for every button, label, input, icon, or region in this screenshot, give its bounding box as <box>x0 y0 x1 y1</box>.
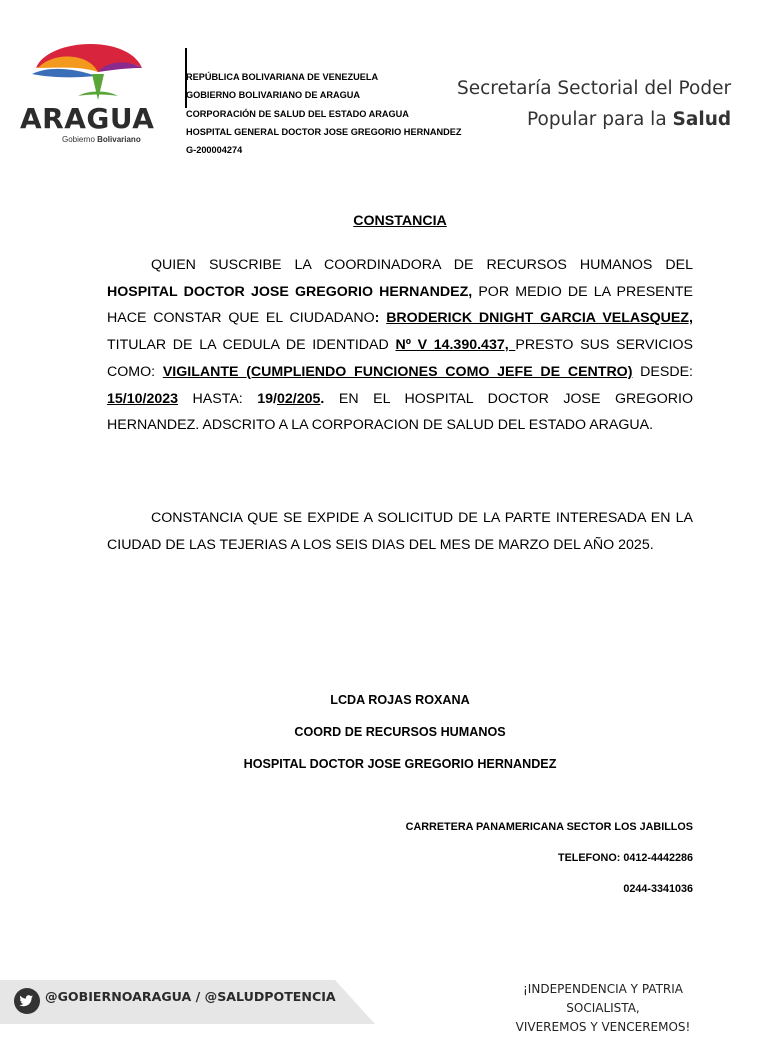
secretaria-line-2 <box>457 104 731 135</box>
citizen-name: BRODERICK DNIGHT GARCIA VELASQUEZ, <box>386 310 693 327</box>
end-date-a: 19/ <box>257 390 278 407</box>
phone-line-2: 0244-3341036 <box>623 883 693 895</box>
aragua-logo <box>18 38 163 148</box>
institution-line: HOSPITAL GENERAL DOCTOR JOSE GREGORIO HERNANDEZ <box>186 126 462 137</box>
paragraph-1 <box>107 252 693 439</box>
secretaria-line-1: Secretaría Sectorial del Poder <box>457 78 732 99</box>
id-number: Nº V 14.390.437, <box>395 337 516 354</box>
p1-text: HASTA: <box>178 390 258 407</box>
hospital-name: HOSPITAL DOCTOR JOSE GREGORIO HERNANDEZ, <box>107 283 473 300</box>
aragua-logo-mark-icon <box>18 38 163 108</box>
end-date-b: 02/205 <box>277 390 321 407</box>
p1-text: QUIEN SUSCRIBE LA COORDINADORA DE RECURSOS HUMANOS DEL <box>151 257 693 273</box>
p2-text: CONSTANCIA QUE SE EXPIDE A SOLICITUD DE LA PARTE INTERESADA EN LA CIUDAD DE LAS TEJERIAS A LOS SEIS DIAS DEL MES DE MARZO DEL AÑO 2025. <box>107 510 693 553</box>
institution-line: REPÚBLICA BOLIVARIANA DE VENEZUELA <box>186 72 379 82</box>
logo-wordmark: ARAGUA <box>20 102 155 135</box>
p1-text: DESDE: <box>632 363 694 380</box>
job-title: VIGILANTE (CUMPLIENDO FUNCIONES COMO JEFE DE CENTRO) <box>162 363 633 380</box>
document-title: CONSTANCIA <box>353 213 447 229</box>
p1-text: POR MEDIO DE LA PRESENTE HACE CONSTAR QUE EL CIUDADANO <box>107 283 693 327</box>
motto-line-2: VIVEREMOS Y VENCEREMOS! <box>515 1020 691 1034</box>
start-date: 15/10/2023 <box>107 390 179 407</box>
secretaria-line-2a: Popular para la <box>527 109 673 130</box>
twitter-bird-icon[interactable] <box>14 988 40 1014</box>
logo-subtitle-a: Gobierno <box>62 135 98 144</box>
social-handles: @GOBIERNOARAGUA / @SALUDPOTENCIA <box>45 989 336 1004</box>
institution-line: GOBIERNO BOLIVARIANO DE ARAGUA <box>186 90 361 101</box>
address-line: CARRETERA PANAMERICANA SECTOR LOS JABILLOS <box>405 821 693 833</box>
signature-org: HOSPITAL DOCTOR JOSE GREGORIO HERNANDEZ <box>243 757 557 771</box>
p1-colon: : <box>374 310 387 327</box>
secretaria-block <box>457 73 731 135</box>
signature-name: LCDA ROJAS ROXANA <box>330 693 470 707</box>
institution-line: CORPORACIÓN DE SALUD DEL ESTADO ARAGUA <box>186 108 409 119</box>
institution-block <box>186 68 461 159</box>
logo-subtitle <box>62 135 141 144</box>
footer-motto <box>488 980 718 1037</box>
signature-role: COORD DE RECURSOS HUMANOS <box>294 725 506 739</box>
p1-text: EN EL HOSPITAL DOCTOR JOSE GREGORIO HERNANDEZ. ADSCRITO A LA CORPORACION DE SALUD DEL ESTADO ARAGUA. <box>107 390 693 434</box>
p1-text: PRESTO SUS SERVICIOS COMO: <box>107 337 693 380</box>
end-date-dot: . <box>320 390 325 407</box>
institution-line: G-200004274 <box>186 145 243 156</box>
motto-line-1: ¡INDEPENDENCIA Y PATRIA SOCIALISTA, <box>523 982 683 1015</box>
logo-subtitle-b: Bolivariano <box>97 135 141 144</box>
phone-line: TELEFONO: 0412-4442286 <box>557 852 693 864</box>
secretaria-line-2b: Salud <box>672 109 732 130</box>
paragraph-2 <box>107 505 693 558</box>
p1-text: TITULAR DE LA CEDULA DE IDENTIDAD <box>107 337 396 354</box>
